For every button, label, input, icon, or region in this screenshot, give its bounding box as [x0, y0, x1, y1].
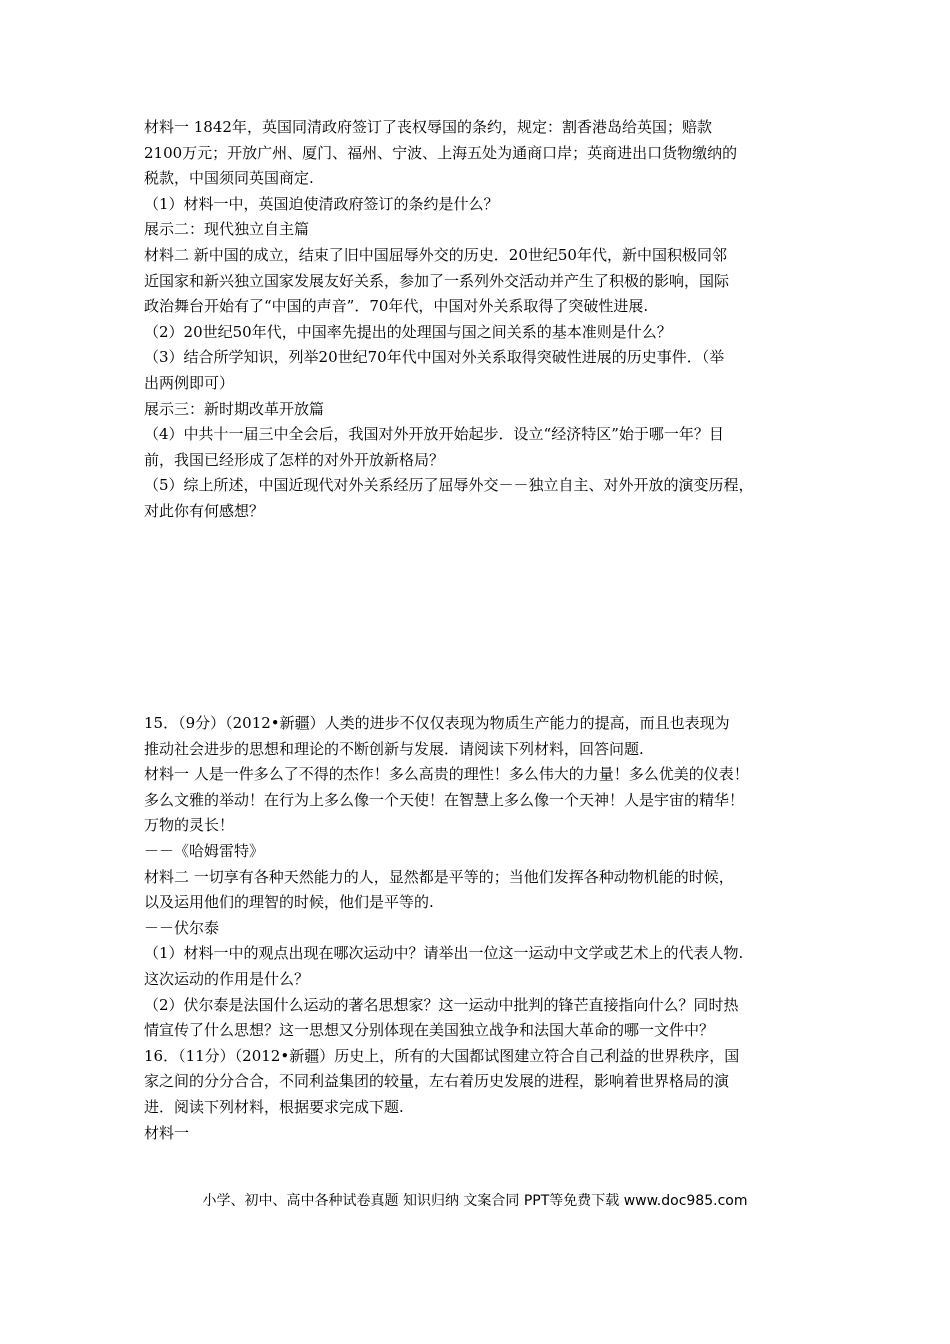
- page-footer: 小学、初中、高中各种试卷真题 知识归纳 文案合同 PPT等免费下载 www.doc985.com: [202, 1193, 748, 1209]
- text-line: （2）20世纪50年代，中国率先提出的处理国与国之间关系的基本准则是什么？: [144, 322, 672, 341]
- text-line: 前，我国已经形成了怎样的对外开放新格局？: [144, 450, 445, 469]
- text-line: 这次运动的作用是什么？: [144, 969, 310, 988]
- text-line: 推动社会进步的思想和理论的不断创新与发展．请阅读下列材料，回答问题.: [144, 739, 644, 758]
- text-line: 展示二：现代独立自主篇: [144, 220, 310, 239]
- text-line: 材料一 人是一件多么了不得的杰作！多么高贵的理性！多么伟大的力量！多么优美的仪表！: [144, 765, 749, 784]
- text-line: 材料一 1842年，英国同清政府签订了丧权辱国的条约，规定：割香港岛给英国；赔款: [144, 118, 712, 136]
- question-block-bottom: [144, 711, 824, 1146]
- text-line: 材料二 新中国的成立，结束了旧中国屈辱外交的历史．20世纪50年代，新中国积极同邻: [144, 245, 727, 264]
- text-line: 情宣传了什么思想？这一思想又分别体现在美国独立战争和法国大革命的哪一文件中？: [144, 1021, 715, 1040]
- text-line: 政治舞台开始有了“中国的声音”．70年代，中国对外关系取得了突破性进展.: [144, 297, 649, 316]
- text-line: （4）中共十一届三中全会后，我国对外开放开始起步．设立“经济特区”始于哪一年？目: [144, 425, 724, 444]
- text-line: 以及运用他们的理智的时候，他们是平等的.: [144, 893, 434, 912]
- text-line: 2100万元；开放广州、厦门、福州、宁波、上海五处为通商口岸；英商进出口货物缴纳的: [144, 143, 738, 162]
- text-line: 进．阅读下列材料，根据要求完成下题.: [144, 1097, 404, 1116]
- text-line: 材料二 一切享有各种天然能力的人，显然都是平等的；当他们发挥各种动物机能的时候，: [144, 867, 734, 886]
- text-line: 近国家和新兴独立国家发展友好关系，参加了一系列外交活动并产生了积极的影响，国际: [144, 271, 730, 290]
- text-line: （5）综上所述，中国近现代对外关系经历了屈辱外交－－独立自主、对外开放的演变历程，: [144, 476, 754, 495]
- text-line: 16．（11分）（2012•新疆）历史上，所有的大国都试图建立符合自己利益的世界秩序，国: [144, 1046, 740, 1065]
- text-line: 15．（9分）（2012•新疆）人类的进步不仅仅表现为物质生产能力的提高，而且也表现为: [144, 714, 730, 732]
- text-line: 税款，中国须同英国商定.: [144, 169, 314, 188]
- text-line: 家之间的分分合合，不同利益集团的较量，左右着历史发展的进程，影响着世界格局的演: [144, 1072, 730, 1091]
- text-line: （1）材料一中的观点出现在哪次运动中？请举出一位这一运动中文学或艺术上的代表人物.: [144, 944, 744, 963]
- text-line: （3）结合所学知识，列举20世纪70年代中国对外关系取得突破性进展的历史事件．（举: [144, 348, 725, 367]
- text-line: 万物的灵长！: [144, 816, 235, 835]
- text-line: －－伏尔泰: [144, 918, 220, 937]
- question-block-top: [144, 115, 824, 525]
- text-line: 对此你有何感想？: [144, 501, 265, 520]
- text-line: －－《哈姆雷特》: [144, 841, 265, 860]
- text-line: 材料一: [144, 1123, 190, 1142]
- text-line: （2）伏尔泰是法国什么运动的著名思想家？这一运动中批判的锋芒直接指向什么？同时热: [144, 995, 739, 1014]
- text-line: （1）材料一中，英国迫使清政府签订的条约是什么？: [144, 194, 499, 213]
- text-line: 多么文雅的举动！在行为上多么像一个天使！在智慧上多么像一个天神！人是宇宙的精华！: [144, 790, 745, 809]
- text-line: 出两例即可）: [144, 373, 235, 392]
- text-line: 展示三：新时期改革开放篇: [144, 399, 325, 418]
